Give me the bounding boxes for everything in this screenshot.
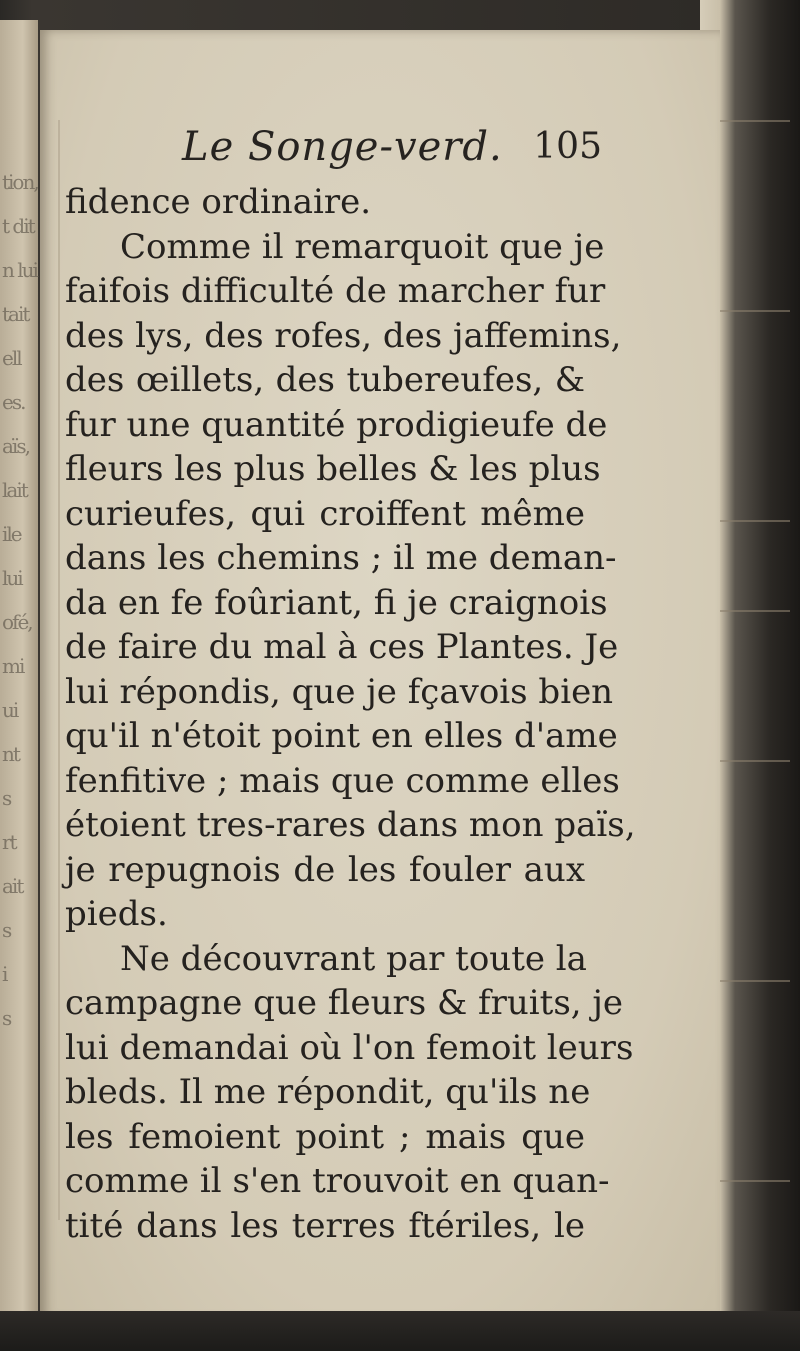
text-line: dans les chemins ; il me deman- — [65, 538, 617, 578]
text-line: curieufes, qui croiffent même — [65, 493, 585, 534]
facing-page-fragment: ait — [2, 874, 23, 898]
facing-page-fragment: n lui — [2, 258, 37, 282]
text-line: pieds. — [65, 894, 168, 934]
text-line: tité dans les terres ftériles, le — [65, 1205, 585, 1246]
facing-page-fragment: lui — [2, 566, 22, 590]
text-line: des lys, des rofes, des jaffemins, — [65, 315, 622, 356]
running-head — [182, 124, 602, 184]
facing-page-fragment: lait — [2, 478, 27, 502]
text-line: je repugnois de les fouler aux — [65, 849, 585, 890]
facing-page-fragment: nt — [2, 742, 19, 766]
text-line: fenfitive ; mais que comme elles — [65, 760, 620, 801]
text-line: Comme il remarquoit que je — [120, 226, 605, 267]
facing-page-fragment: i — [2, 962, 7, 986]
text-line: da en fe foûriant, fi je craignois — [65, 582, 608, 623]
facing-page-fragment: aïs, — [2, 434, 29, 458]
facing-page-fragment: ui — [2, 698, 18, 722]
facing-page-fragment: es. — [2, 390, 25, 414]
book-page — [40, 30, 720, 1320]
facing-page-fragment: s — [2, 786, 11, 810]
text-line: campagne que fleurs & fruits, je — [65, 983, 624, 1023]
facing-page-fragment: rt — [2, 830, 16, 854]
facing-page-fragment: mi — [2, 654, 24, 678]
running-title: Le Songe-verd. — [182, 124, 503, 170]
facing-page-fragment: s — [2, 1006, 11, 1030]
facing-page-fragment: ofé, — [2, 610, 32, 634]
text-line: fur une quantité prodigieufe de — [65, 404, 608, 445]
facing-page-fragment: ell — [2, 346, 21, 370]
facing-page-fragment: t dit — [2, 214, 34, 238]
body-text — [65, 180, 636, 1248]
page-number: 105 — [533, 126, 602, 167]
facing-page-fragment: tait — [2, 302, 29, 326]
text-line: fleurs les plus belles & les plus — [65, 449, 601, 489]
bottom-shadow — [0, 1311, 800, 1351]
text-line: de faire du mal à ces Plantes. Je — [65, 627, 619, 667]
facing-page-edge — [0, 20, 38, 1320]
text-line: comme il s'en trouvoit en quan- — [65, 1161, 610, 1201]
facing-page-fragment: s — [2, 918, 11, 942]
text-line: qu'il n'étoit point en elles d'ame — [65, 716, 618, 756]
facing-page-fragment: tion, — [2, 170, 38, 194]
text-line: les femoient point ; mais que — [65, 1116, 585, 1157]
text-line: bleds. Il me répondit, qu'ils ne — [65, 1072, 591, 1112]
text-line: faifois difficulté de marcher fur — [65, 271, 606, 311]
text-line: Ne découvrant par toute la — [120, 938, 587, 979]
text-line: fidence ordinaire. — [65, 182, 372, 222]
text-line: étoient tres-rares dans mon païs, — [65, 805, 636, 845]
text-line: lui demandai où l'on femoit leurs — [65, 1027, 634, 1068]
text-line: des œillets, des tubereufes, & — [65, 360, 585, 400]
facing-page-fragment: ile — [2, 522, 21, 546]
text-line: lui répondis, que je fçavois bien — [65, 671, 614, 712]
